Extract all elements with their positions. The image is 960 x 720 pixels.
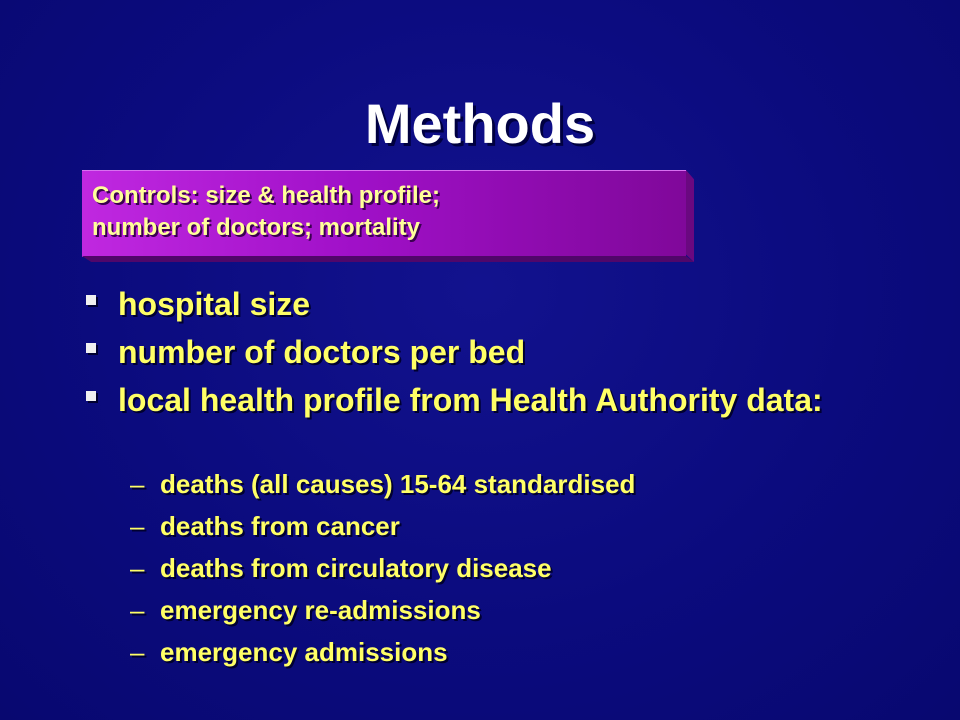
sub-bullet-list <box>130 468 870 678</box>
bullet-text: hospital size <box>118 286 311 322</box>
slide-title: Methods <box>364 92 596 155</box>
dash-bullet-icon: – <box>130 595 145 625</box>
dash-bullet-icon: – <box>130 637 145 667</box>
callout-line-2: number of doctors; mortality <box>92 214 421 241</box>
sub-bullet-item <box>130 468 870 500</box>
bullet-text: number of doctors per bed <box>118 334 526 370</box>
sub-bullet-text: deaths from cancer <box>160 511 400 541</box>
sub-bullet-text: emergency admissions <box>160 637 448 667</box>
square-bullet-icon <box>86 295 96 305</box>
callout-side-bevel <box>686 170 694 262</box>
bullet-item <box>84 332 904 372</box>
sub-bullet-text: deaths (all causes) 15-64 standardised <box>160 469 636 499</box>
square-bullet-icon <box>86 391 96 401</box>
sub-bullet-text: deaths from circulatory disease <box>160 553 552 583</box>
bullet-item <box>84 284 904 324</box>
callout-bottom-bevel <box>82 256 694 262</box>
callout-line-1: Controls: size & health profile; <box>92 182 441 209</box>
sub-bullet-text: emergency re-admissions <box>160 595 481 625</box>
square-bullet-icon <box>86 343 96 353</box>
sub-bullet-item <box>130 636 870 668</box>
sub-bullet-item <box>130 510 870 542</box>
dash-bullet-icon: – <box>130 469 145 499</box>
callout-text <box>92 180 440 244</box>
controls-callout-box <box>82 170 694 262</box>
sub-bullet-item <box>130 552 870 584</box>
dash-bullet-icon: – <box>130 511 145 541</box>
dash-bullet-icon: – <box>130 553 145 583</box>
sub-bullet-item <box>130 594 870 626</box>
bullet-text: local health profile from Health Authority data: <box>118 382 823 418</box>
bullet-item <box>84 380 904 420</box>
bullet-list <box>84 284 904 428</box>
